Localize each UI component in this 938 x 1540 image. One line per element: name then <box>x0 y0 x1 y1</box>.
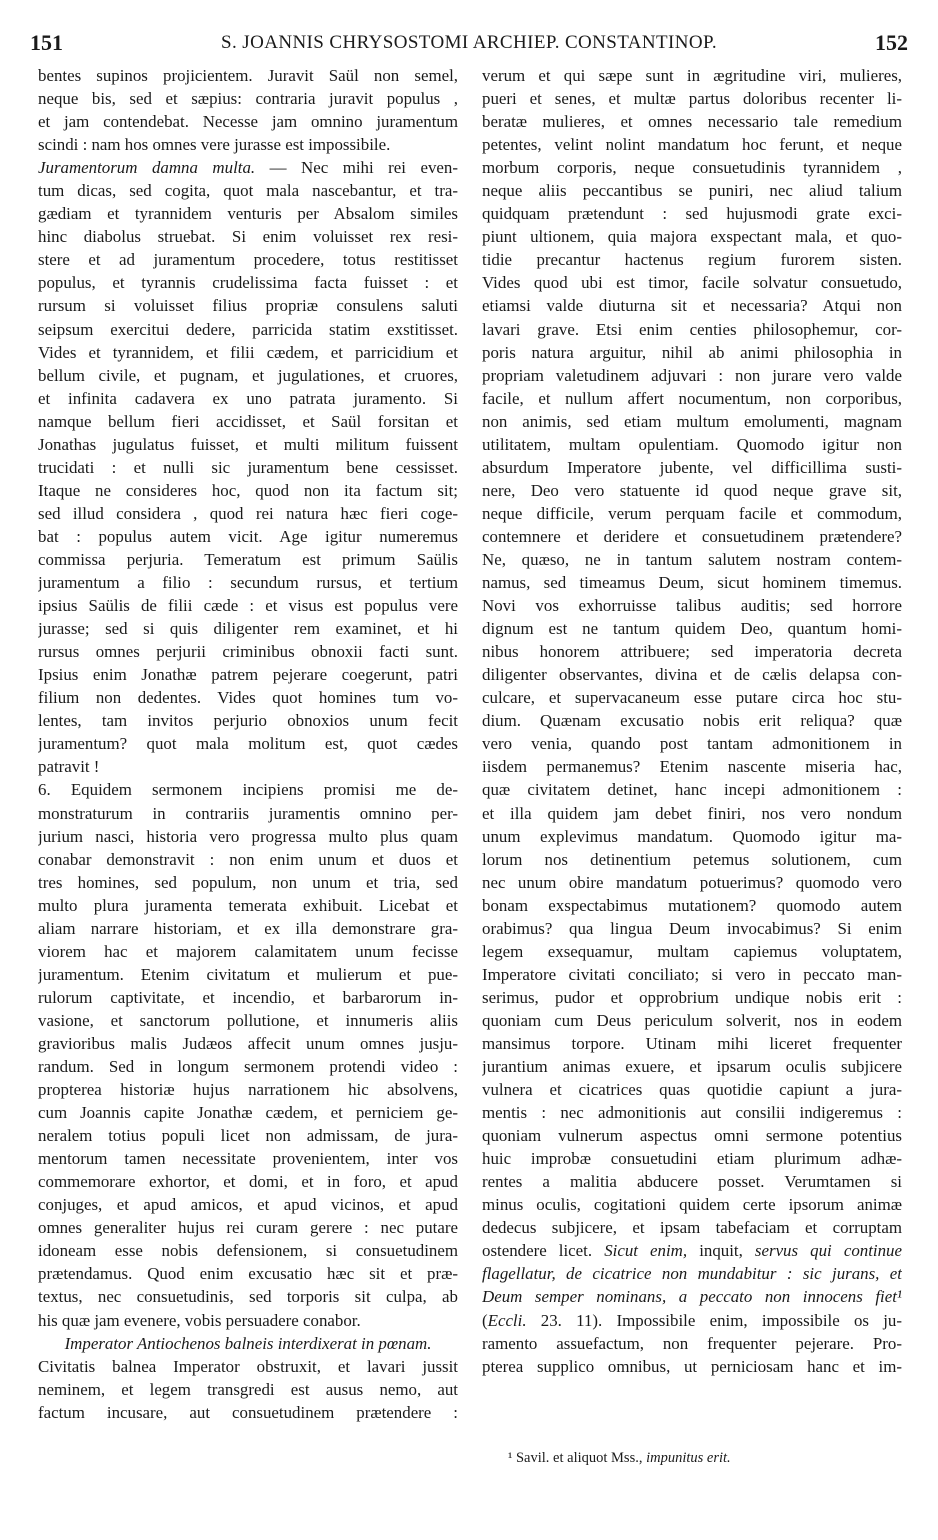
left-text-column <box>38 64 458 1424</box>
text-line: mentis : nec admonitionis aut consilii indigeremus : <box>482 1103 902 1123</box>
text-line: stere et ad juramentum procedere, totus restitisset <box>38 250 458 270</box>
text-line: nibus honorem attribuere; sed imperatoria decreta <box>482 642 902 662</box>
text-line: minus oculis, cogitationi quidem certe ipsorum animæ <box>482 1195 902 1215</box>
text-line: et jam contendebat. Necesse jam omnino juramentum <box>38 112 458 132</box>
text-line: lentes, tam invitos perjurio obnoxios unum fecit <box>38 711 458 731</box>
text-line: Imperatore civitati conciliato; si vero in peccato man- <box>482 964 902 984</box>
text-line: pterea supplico omnibus, ut perniciosam hanc et im- <box>482 1356 902 1376</box>
text-line: jurasse; sed si quis diligenter rem examinet, et hi <box>38 619 458 639</box>
text-line: petentes, velint nolint mandatum hoc ferunt, et neque <box>482 135 902 155</box>
text-line: Jonathas jugulatus fuisset, et multi militum fuissent <box>38 434 458 454</box>
text-line: Vides et tyrannidem, et filii cædem, et parricidium et <box>38 342 458 362</box>
footnote <box>508 1448 908 1468</box>
text-line: rursum si voluisset filius propriæ consulens saluti <box>38 296 458 316</box>
text-line: textus, nec consuetudinis, sed torporis sit culpa, ab <box>38 1287 458 1307</box>
text-line: tres homines, sed populum, non unum et tria, sed <box>38 872 458 892</box>
text-line: patravit ! <box>38 757 100 777</box>
text-line: aliam narrare historiam, et ex illa demonstrare gra- <box>38 918 458 938</box>
text-line: vero venia, quando post tantam admonitionem in <box>482 734 902 754</box>
text-line: filium non dedentes. Vides quot homines tum vo- <box>38 688 458 708</box>
text-line: piunt ultionem, quia majora exspectant mala, et quo- <box>482 227 902 247</box>
text-line: dignum est ne tantum quidem Deo, quantum homi- <box>482 619 902 639</box>
text-line: pueri et senes, et multæ partus doloribus recenter li- <box>482 89 902 109</box>
text-line: ipsius Saülis de filii cæde : et visus est populus vere <box>38 596 458 616</box>
text-line: rentes a malitia abducere posset. Verumtamen si <box>482 1172 902 1192</box>
text-line: et illa quidem jam debet finiri, nos vero nondum <box>482 803 902 823</box>
text-line: (Eccli. 23. 11). Impossibile enim, impossibile os ju- <box>482 1310 902 1330</box>
text-line: nere, Deo vero statuente id quod neque grave sit, <box>482 480 902 500</box>
text-line: bat : populus autem vicit. Age igitur numeremus <box>38 526 458 546</box>
text-line: scindi : nam hos omnes vere jurasse est impossibile. <box>38 135 391 155</box>
text-line: commemorare exhortor, et domi, et in foro, et apud <box>38 1172 458 1192</box>
text-line: dium. Quænam excusatio nobis erit reliqua? quæ <box>482 711 902 731</box>
text-line: facile, et nullum affert nocumentum, non corporibus, <box>482 388 902 408</box>
footnote-italic: impunitus erit. <box>646 1450 731 1466</box>
text-line: diligenter observantes, divina et de cælis delapsa con- <box>482 665 902 685</box>
text-line: juramentum a filio : secundum rursus, et tertium <box>38 573 458 593</box>
text-line: rursus omnes perjurii criminibus obnoxii facti sunt. <box>38 642 458 662</box>
text-line: trucidati : et nulli sic juramentum bene cessisset. <box>38 457 458 477</box>
text-line: mentorum tamen necessitate provenientem, inter vos <box>38 1149 458 1169</box>
text-line: Civitatis balnea Imperator obstruxit, et lavari jussit <box>38 1356 458 1376</box>
text-line: viorem hac et majorem calamitatem unum fecisse <box>38 941 458 961</box>
right-text-column <box>482 64 902 1378</box>
text-line: utilitatem, multam opulentiam. Quomodo igitur non <box>482 434 902 454</box>
text-line: monstraturum in contrariis juramentis omnino per- <box>38 803 458 823</box>
text-line: neminem, et legem transgredi est ausus nemo, aut <box>38 1379 458 1399</box>
text-line: serimus, pudor et opprobrium undique nobis erit : <box>482 987 902 1007</box>
text-line: non animis, sed etiam multum emolumenti, magnam <box>482 411 902 431</box>
text-line: ramento assuefactum, non frequenter pejerare. Pro- <box>482 1333 902 1353</box>
text-line: morbum corporis, neque consuetudinis tyrannidem , <box>482 158 902 178</box>
text-line: juramentum. Etenim civitatum et mulierum et pue- <box>38 964 458 984</box>
text-line: legem exsequamur, multam capiemus voluptatem, <box>482 941 902 961</box>
text-line: randum. Sed in longum sermonem protendi video : <box>38 1057 458 1077</box>
text-line: propterea historiæ hujus narrationem hic absolvens, <box>38 1080 458 1100</box>
page-number-left: 151 <box>30 30 63 55</box>
text-line: seipsum exercitui dedere, parricida statim exstitisset. <box>38 319 458 339</box>
text-line: cum Joannis capite Jonathæ cædem, et perniciem ge- <box>38 1103 458 1123</box>
text-line: quoniam cum Deus periculum solverit, nos in eodem <box>482 1010 902 1030</box>
text-line: populus, et tyrannis crudelissima facta fuisset : et <box>38 273 458 293</box>
text-line: Itaque ne consideres hoc, quod non ita factum sit; <box>38 480 458 500</box>
text-line: bentes supinos projicientem. Juravit Saül non semel, <box>38 66 458 85</box>
text-line: commissa perjuria. Temeratum est primum Saülis <box>38 549 458 569</box>
text-line: multo plura juramenta temerata exhibuit. Licebat et <box>38 895 458 915</box>
text-line: idoneam esse nobis defensionem, si consuetudinem <box>38 1241 458 1261</box>
text-line: conabar demonstravit : non enim unum et duos et <box>38 849 458 869</box>
text-line: omnes generaliter hujus rei curam gerere : nec putare <box>38 1218 458 1238</box>
text-line: bellum civile, et pugnam, et jugulationes, et cruores, <box>38 365 458 385</box>
text-line: ostendere licet. Sicut enim, inquit, servus qui continue <box>482 1241 902 1261</box>
text-line: neque difficile, verum perquam facile et commodum, <box>482 503 902 523</box>
text-line: his quæ jam evenere, vobis persuadere conabor. <box>38 1310 361 1330</box>
text-line: Novi vos exhorruisse talibus auditis; sed horrore <box>482 596 902 616</box>
text-line: orabimus? qua lingua Deum invocabimus? Si enim <box>482 918 902 938</box>
text-line: jurium nasci, historia vero progressa multo plus quam <box>38 826 458 846</box>
text-line: contemnere et deridere et consuetudinem prætendere? <box>482 526 902 546</box>
text-line: Imperator Antiochenos balneis interdixerat in pœnam. <box>64 1333 432 1353</box>
text-line: Deum semper nominans, a peccato non innocens fiet¹ <box>482 1287 902 1307</box>
text-line: Juramentorum damna multa. — Nec mihi rei even- <box>38 158 458 178</box>
text-line: hinc diabolus struebat. Si enim voluisset rex resi- <box>38 227 458 247</box>
text-line: tidie precantur hactenus regium furorem sisten. <box>482 250 902 270</box>
text-line: namus, sed timeamus Deum, sicut hominem timemus. <box>482 573 902 593</box>
text-line: vulnera et cicatrices quas quotidie capiunt a jura- <box>482 1080 902 1100</box>
text-line: rulorum captivitate, et incendio, et barbarorum in- <box>38 987 458 1007</box>
text-line: conjuges, et apud amicos, et apud vicinos, et apud <box>38 1195 458 1215</box>
text-line: neque aliis peccantibus se puniri, nec aliud talium <box>482 181 902 201</box>
text-line: vasione, et sanctorum pollutione, et innumeris aliis <box>38 1010 458 1030</box>
text-line: gædiam et tyrannidem venturis per Absalom similes <box>38 204 458 224</box>
text-line: factum incusare, aut consuetudinem prætendere : <box>38 1402 458 1422</box>
text-line: flagellatur, de cicatrice non mundabitur : sic jurans, et <box>482 1264 902 1284</box>
text-line: quæ civitatem detinet, hanc incepi admonitionem : <box>482 780 902 800</box>
text-line: mansimus torpore. Utinam mihi liceret frequenter <box>482 1033 902 1053</box>
text-line: nec unum obire mandatum potuerimus? quomodo vero <box>482 872 902 892</box>
text-line: prætendamus. Quod enim excusatio hæc sit et præ- <box>38 1264 458 1284</box>
text-line: propriam valetudinem adjuvari : non jurare vero valde <box>482 365 902 385</box>
text-line: 6. Equidem sermonem incipiens promisi me de- <box>38 780 458 800</box>
text-line: et infinita cadavera ex uno patrata juramento. Si <box>38 388 458 408</box>
text-line: culcare, et supervacaneum esse putare circa hoc stu- <box>482 688 902 708</box>
page-number-right: 152 <box>875 30 908 55</box>
text-line: huic improbæ consuetudini etiam plurimum adhæ- <box>482 1149 902 1169</box>
text-line: juramentum? quot mala molitum est, quot cædes <box>38 734 458 754</box>
text-line: verum et qui sæpe sunt in ægritudine viri, mulieres, <box>482 66 902 85</box>
text-line: unum explevimus mandatum. Quomodo igitur ma- <box>482 826 902 846</box>
footnote-text: Savil. et aliquot Mss., <box>515 1450 643 1466</box>
text-line: Vides quod ubi est timor, facile solvatur consuetudo, <box>482 273 902 293</box>
text-line: gravioribus malis Judæos affecit unum omnes jusju- <box>38 1033 458 1053</box>
text-line: Ipsius enim Jonathæ patrem pejerare coegerunt, patri <box>38 665 458 685</box>
text-line: absurdum Imperatore jubente, vel difficillima susti- <box>482 457 902 477</box>
text-line: dedecus subjicere, et ipsam tabefaciam et corruptam <box>482 1218 902 1238</box>
text-line: iisdem permanemus? Etenim nascente miseria hac, <box>482 757 902 777</box>
text-line: jurantium animas exuere, et ipsarum oculis subjicere <box>482 1057 902 1077</box>
text-line: namque bellum fieri accidisset, et Saül forsitan et <box>38 411 458 431</box>
text-line: etiamsi valde diuturna sit et necessaria? Atqui non <box>482 296 902 316</box>
text-line: neralem totius populi licet non admissam, de jura- <box>38 1126 458 1146</box>
text-line: neque bis, sed et sæpius: contraria juravit populus , <box>38 89 458 109</box>
text-line: sed illud considera , quod rei natura hæc fieri coge- <box>38 503 458 523</box>
footnote-mark: ¹ <box>508 1450 513 1466</box>
text-line: tum dicas, sed cogita, quot mala nascebantur, et tra- <box>38 181 458 201</box>
text-line: bonam exspectabimus mutationem? quomodo autem <box>482 895 902 915</box>
running-title: S. JOANNIS CHRYSOSTOMI ARCHIEP. CONSTANTINOP. <box>221 32 717 53</box>
text-line: lavari grave. Etsi enim centies philosophemur, cor- <box>482 319 902 339</box>
running-header <box>30 28 908 62</box>
text-line: lorum nos detinentium petemus solutionem, cum <box>482 849 902 869</box>
text-line: Ne, quæso, ne in tantum salutem nostram contem- <box>482 549 902 569</box>
text-line: beratæ mulieres, et omnes necessario tale remedium <box>482 112 902 132</box>
text-line: quoniam vulnerum aspectus omni sermone potentius <box>482 1126 902 1146</box>
text-line: quidquam prætendunt : sed hujusmodi grate exci- <box>482 204 902 224</box>
text-line: poris natura arguitur, nihil ab animi philosophia in <box>482 342 902 362</box>
